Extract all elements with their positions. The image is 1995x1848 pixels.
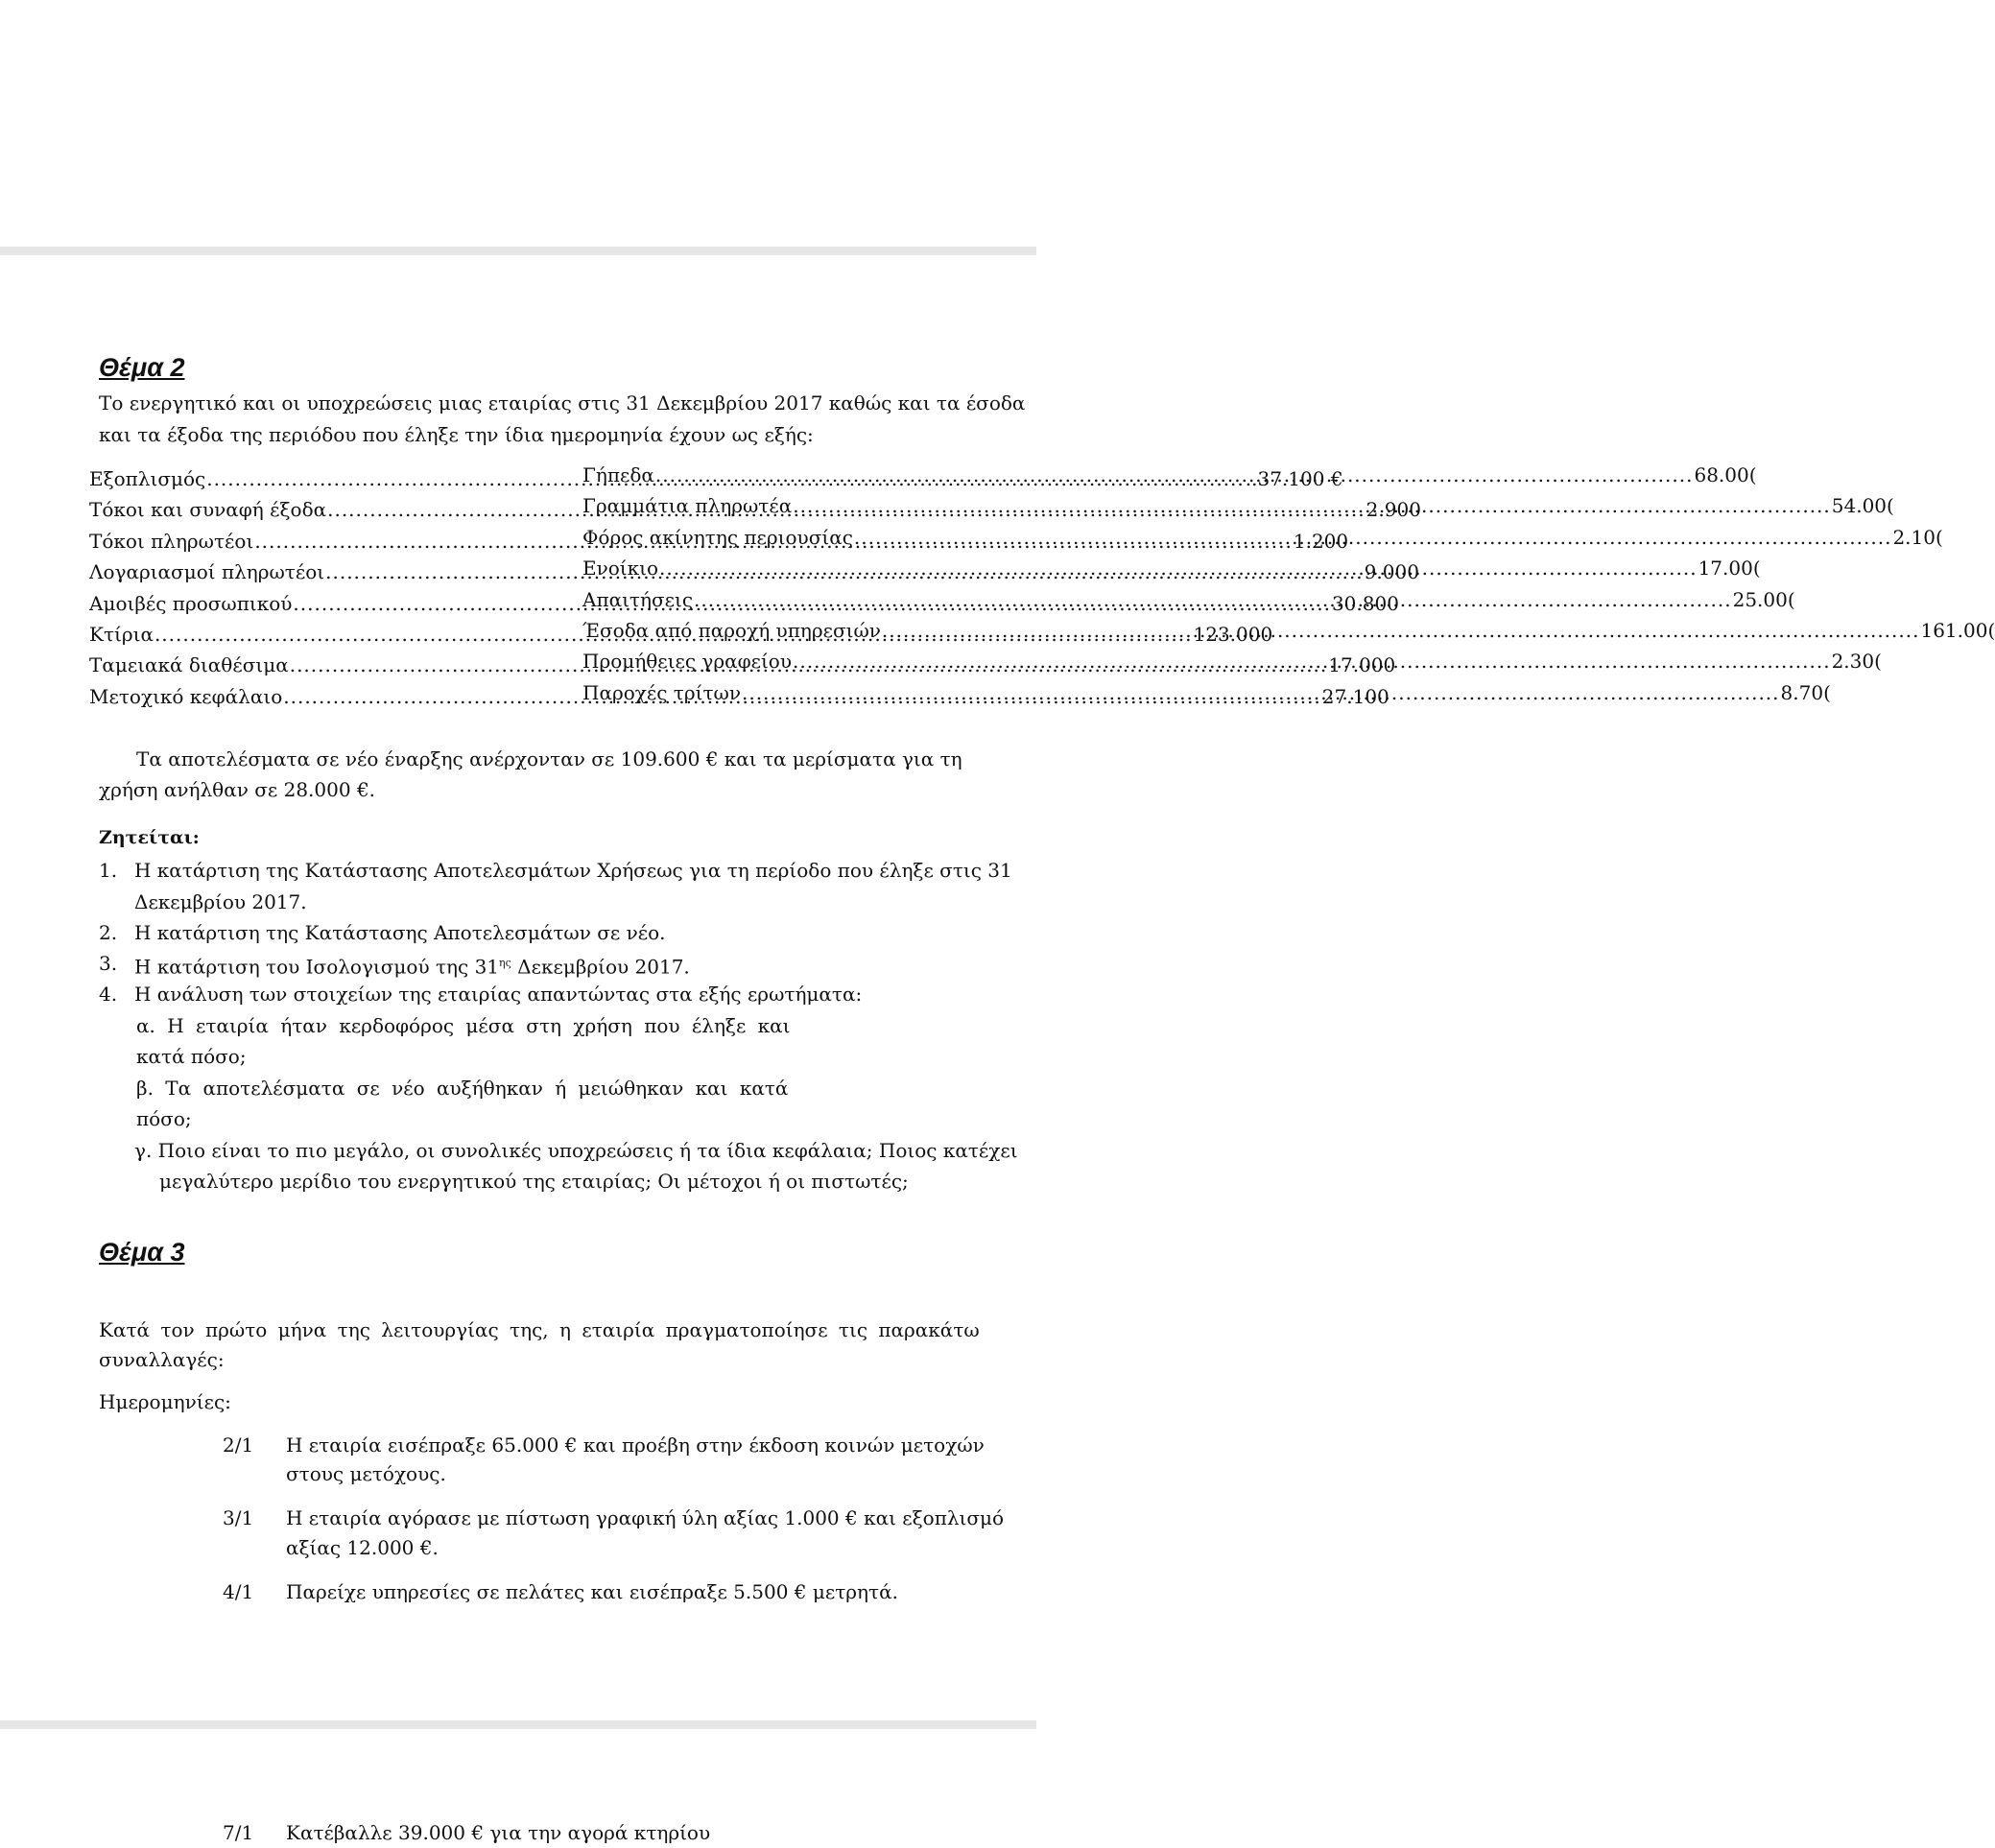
leader-dots [659, 557, 1698, 580]
qa-line2: κατά πόσο; [136, 1045, 247, 1068]
item-value: 2.30( [1831, 650, 1882, 674]
req3-sup: ης [499, 957, 511, 969]
tx-1-line2: στους μετόχους. [286, 1462, 446, 1485]
page-gap-bottom [0, 1720, 1036, 1729]
leader-dots [854, 526, 1892, 549]
qb-line2: πόσο; [136, 1107, 192, 1130]
theme3-intro-line1: Κατά τον πρώτο μήνα της λειτουργίας της, η εταιρία πραγματοποίησε τις παρακάτω [99, 1318, 980, 1341]
item-label: Ταμειακά διαθέσιμα [89, 653, 289, 677]
req-num-4: 4. [99, 983, 118, 1006]
item-label: Φόρος ακίνητης περιουσίας [582, 525, 853, 549]
item-value: 17.00( [1698, 557, 1761, 580]
item-label: Τόκοι πληρωτέοι [89, 529, 254, 553]
item-value: 54.00( [1831, 494, 1894, 518]
leader-dots [793, 494, 1831, 517]
qc-line1: γ. Ποιο είναι το πιο μεγάλο, οι συνολικές υποχρεώσεις ή τα ίδια κεφάλαια; Ποιος κατέχει [134, 1139, 1018, 1162]
tx-3-line1: Παρείχε υπηρεσίες σε πελάτες και εισέπραξε 5.500 € μετρητά. [286, 1580, 898, 1603]
tx-2-line2: αξίας 12.000 €. [286, 1536, 439, 1559]
req3-pre: Η κατάρτιση του Ισολογισμού της 31 [134, 955, 500, 979]
qb-line1: β. Τα αποτελέσματα σε νέο αυξήθηκαν ή μειώθηκαν και κατά [136, 1077, 789, 1100]
item-value: 123.000 [1193, 623, 1273, 646]
item-value: 8.70( [1780, 680, 1831, 704]
item-label: Αμοιβές προσωπικού [89, 591, 293, 615]
theme2-intro-line1: Το ενεργητικό και οι υποχρεώσεις μιας εταιρίας στις 31 Δεκεμβρίου 2017 καθώς και τα έσοδα [99, 391, 1026, 415]
item-value: 1.200 [1293, 529, 1349, 553]
item-value: 2.10( [1892, 525, 1943, 549]
req-num-1: 1. [99, 859, 118, 882]
leader-dots [882, 619, 1920, 642]
item-value: 17.000 [1328, 653, 1396, 677]
page-gap-top [0, 247, 1036, 255]
req1-line2: Δεκεμβρίου 2017. [134, 890, 307, 913]
next-page-clip [0, 1813, 1036, 1842]
leader-dots [793, 650, 1831, 673]
req4: Η ανάλυση των στοιχείων της εταιρίας απαντώντας στα εξής ερωτήματα: [134, 983, 863, 1006]
item-label: Εξοπλισμός [89, 467, 206, 490]
item-value: 27.100 [1321, 684, 1389, 708]
req-num-2: 2. [99, 921, 118, 944]
req3-post: Δεκεμβρίου 2017. [511, 955, 690, 979]
item-label: Τόκοι και συναφή έξοδα [89, 498, 327, 522]
leader-dots [742, 681, 1780, 704]
item-label: Προμήθειες γραφείου [582, 650, 793, 674]
item-value: 68.00( [1694, 463, 1757, 486]
next-page-text: Κατέβαλλε 39.000 € για την αγορά κτηρίου [286, 1821, 711, 1844]
theme3-title: Θέμα 3 [99, 1238, 185, 1267]
item-value: 2.900 [1366, 498, 1421, 522]
item-label: Γήπεδα [582, 463, 654, 486]
item-label: Παροχές τρίτων [582, 680, 741, 704]
item-value: 161.00( [1920, 619, 1995, 642]
item-value: 9.000 [1364, 560, 1419, 584]
item-label: Γραμμάτια πληρωτέα [582, 494, 793, 518]
tx-date-2: 3/1 [223, 1506, 254, 1529]
item-value: 25.00( [1732, 587, 1795, 611]
req1-line1: Η κατάρτιση της Κατάστασης Αποτελεσμάτων Χρήσεως για τη περίοδο που έληξε στις 31 [134, 859, 1012, 882]
tx-2-line1: Η εταιρία αγόρασε με πίστωση γραφική ύλη αξίας 1.000 € και εξοπλισμό [286, 1506, 1005, 1529]
qa-line1: α. Η εταιρία ήταν κερδοφόρος μέσα στη χρήση που έληξε και [136, 1014, 791, 1037]
leader-dots [655, 463, 1694, 486]
item-label: Μετοχικό κεφάλαιο [89, 684, 283, 708]
req2: Η κατάρτιση της Κατάστασης Αποτελεσμάτων σε νέο. [134, 921, 666, 944]
item-label: Ενοίκιο [582, 557, 659, 580]
item-value: ..37.100 € [1245, 467, 1343, 490]
theme3-intro-line2: συναλλαγές: [99, 1348, 225, 1371]
item-label: Λογαριασμοί πληρωτέοι [89, 560, 325, 584]
results-line2: χρήση ανήλθαν σε 28.000 €. [99, 778, 376, 801]
tx-date-3: 4/1 [223, 1580, 254, 1603]
item-label: Απαιτήσεις [582, 587, 694, 611]
leader-dots [694, 588, 1732, 611]
req-num-3: 3. [99, 952, 118, 975]
theme2-title: Θέμα 2 [99, 353, 185, 382]
dates-label: Ημερομηνίες: [99, 1390, 231, 1413]
tx-date-1: 2/1 [223, 1433, 254, 1457]
item-label: Έσοδα από παροχή υπηρεσιών [582, 619, 881, 642]
results-line1: Τα αποτελέσματα σε νέο έναρξης ανέρχονταν σε 109.600 € και τα μερίσματα για τη [136, 747, 962, 770]
req3 [134, 948, 690, 983]
theme2-intro-line2: και τα έξοδα της περιόδου που έληξε την ίδια ημερομηνία έχουν ως εξής: [99, 423, 814, 446]
next-page-date: 7/1 [223, 1821, 254, 1844]
tx-1-line1: Η εταιρία εισέπραξε 65.000 € και προέβη στην έκδοση κοινών μετοχών [286, 1433, 985, 1457]
item-value: 30.800 [1331, 591, 1399, 615]
qc-line2: μεγαλύτερο μερίδιο του ενεργητικού της εταιρίας; Οι μέτοχοι ή οι πιστωτές; [159, 1170, 909, 1193]
required-label: Ζητείται: [99, 827, 200, 848]
item-label: Κτίρια [89, 623, 154, 646]
